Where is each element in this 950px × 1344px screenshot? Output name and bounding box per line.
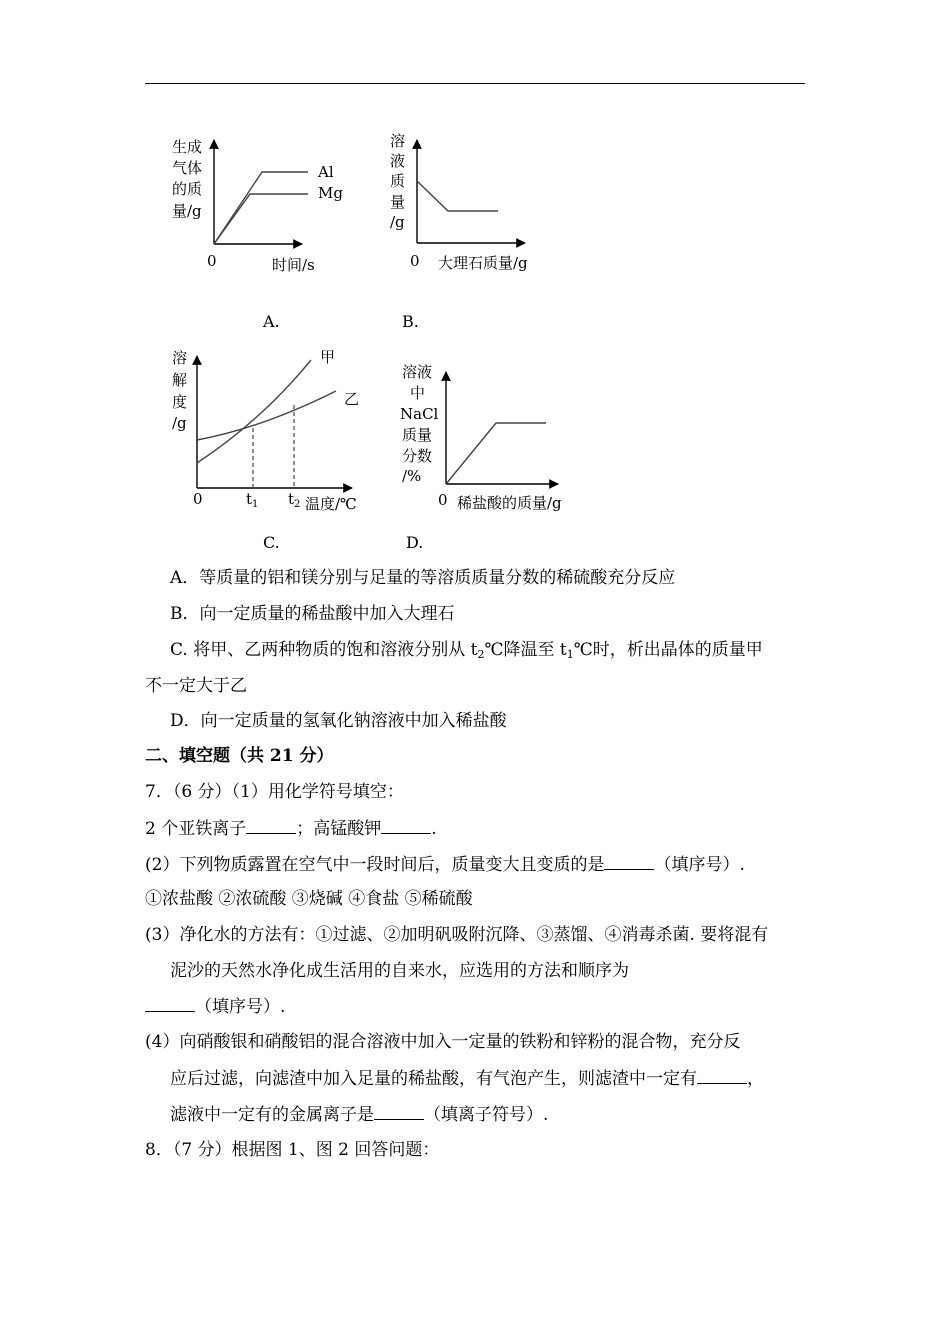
- section-two-title: 二、填空题（共 21 分）: [145, 746, 334, 766]
- option-c-text: C. 将甲、乙两种物质的饱和溶液分别从 $t_2℃$降温至 $t_1℃$时，析出晶体的质量甲: [170, 640, 763, 661]
- figure-c-yi-curve: [197, 391, 336, 440]
- figure-b-origin: 0: [410, 252, 420, 270]
- figure-a-series-mg: Mg: [318, 184, 343, 202]
- figure-a-ylabel-3: 的质: [172, 180, 203, 198]
- figure-c-ylabel-2: 解: [172, 371, 188, 389]
- figure-c-xlabel: 温度/℃: [305, 495, 357, 513]
- figure-b-xlabel: 大理石质量/g: [438, 254, 528, 272]
- figure-c-series-yi: 乙: [344, 390, 360, 408]
- figure-d-ylabel-3: NaCl: [400, 405, 439, 423]
- figure-c-label: C.: [263, 533, 280, 552]
- figure-a-al-line: [214, 172, 308, 244]
- q7-blank-1[interactable]: [246, 817, 296, 834]
- q7-part2: (2）下列物质露置在空气中一段时间后，质量变大且变质的是 （填序号）.: [145, 855, 745, 875]
- figure-c: [172, 348, 359, 552]
- figure-c-origin: 0: [193, 490, 203, 508]
- q7-blank-3[interactable]: [604, 853, 654, 870]
- option-b-text: B．向一定质量的稀盐酸中加入大理石: [170, 604, 455, 624]
- figure-b-ylabel-1: 溶: [390, 132, 406, 150]
- figure-c-t2: $t_2$: [288, 490, 301, 510]
- figure-d-label: D.: [406, 533, 424, 552]
- figure-d-ylabel-2: 中: [410, 384, 426, 402]
- q8-head: 8．（7 分）根据图 1、图 2 回答问题：: [145, 1140, 440, 1160]
- option-c-continuation: 不一定大于乙: [145, 676, 247, 696]
- figure-a-origin: 0: [207, 252, 217, 270]
- q7-part4-line2: 应后过滤，向滤渣中加入足量的稀盐酸，有气泡产生，则滤渣中一定有 ，: [170, 1069, 764, 1089]
- figure-b-label: B.: [402, 312, 419, 331]
- q7-part3-line2: 泥沙的天然水净化成生活用的自来水，应选用的方法和顺序为: [170, 961, 629, 981]
- figure-d-ylabel-6: /%: [402, 467, 422, 485]
- q7-part3-line3: （填序号）.: [145, 995, 285, 1018]
- figure-b-ylabel-5: /g: [390, 213, 405, 231]
- figure-a-mg-line: [214, 194, 308, 244]
- q7-part3-line1: (3）净化水的方法有：①过滤、②加明矾吸附沉降、③蒸馏、④消毒杀菌. 要将混有: [145, 925, 769, 945]
- figure-b-ylabel-3: 质: [390, 172, 406, 190]
- figure-d-ylabel-5: 分数: [402, 447, 433, 465]
- q7-part2-options: ①浓盐酸 ②浓硫酸 ③烧碱 ④食盐 ⑤稀硫酸: [145, 889, 473, 909]
- figure-b-ylabel-2: 液: [390, 152, 406, 170]
- figures-panel: [0, 0, 950, 560]
- q7-blank-6[interactable]: [374, 1103, 424, 1120]
- figure-c-ylabel-3: 度: [172, 393, 188, 411]
- q7-part4-line3: 滤液中一定有的金属离子是 （填离子符号）.: [170, 1105, 549, 1125]
- figure-d-origin: 0: [438, 491, 448, 509]
- figure-b-curve: [417, 181, 498, 211]
- figure-a-series-al: Al: [318, 163, 334, 181]
- figure-d-curve: [446, 423, 546, 484]
- figure-a-label: A.: [263, 312, 280, 331]
- figure-d: [400, 363, 562, 552]
- figure-d-xlabel: 稀盐酸的质量/g: [457, 494, 562, 512]
- figure-a: [172, 138, 343, 331]
- figure-a-ylabel-1: 生成: [172, 138, 203, 156]
- figure-d-ylabel-1: 溶液: [402, 363, 433, 381]
- figure-b: [390, 132, 528, 331]
- figure-d-ylabel-4: 质量: [402, 426, 433, 444]
- figure-c-t1: $t_1$: [246, 490, 259, 510]
- figure-a-ylabel-4: 量/g: [172, 202, 202, 220]
- figure-a-xlabel: 时间/s: [272, 256, 315, 274]
- figure-c-ylabel-1: 溶: [172, 349, 188, 367]
- q7-part4-line1: (4）向硝酸银和硝酸铝的混合溶液中加入一定量的铁粉和锌粉的混合物，充分反: [145, 1032, 741, 1052]
- q7-blank-4[interactable]: [145, 995, 195, 1012]
- q7-blank-2[interactable]: [381, 817, 431, 834]
- q7-part1: 2 个亚铁离子 ；高锰酸钾 .: [145, 819, 437, 839]
- option-a-text: A．等质量的铝和镁分别与足量的等溶质质量分数的稀硫酸充分反应: [170, 568, 676, 588]
- figure-c-ylabel-4: /g: [172, 414, 187, 432]
- q7-head: 7．（6 分）（1）用化学符号填空：: [145, 782, 404, 802]
- figure-a-ylabel-2: 气体: [172, 159, 203, 177]
- figure-b-ylabel-4: 量: [390, 193, 406, 211]
- option-d-text: D．向一定质量的氢氧化钠溶液中加入稀盐酸: [170, 711, 507, 731]
- q7-blank-5[interactable]: [697, 1067, 747, 1084]
- figure-c-series-jia: 甲: [320, 348, 336, 366]
